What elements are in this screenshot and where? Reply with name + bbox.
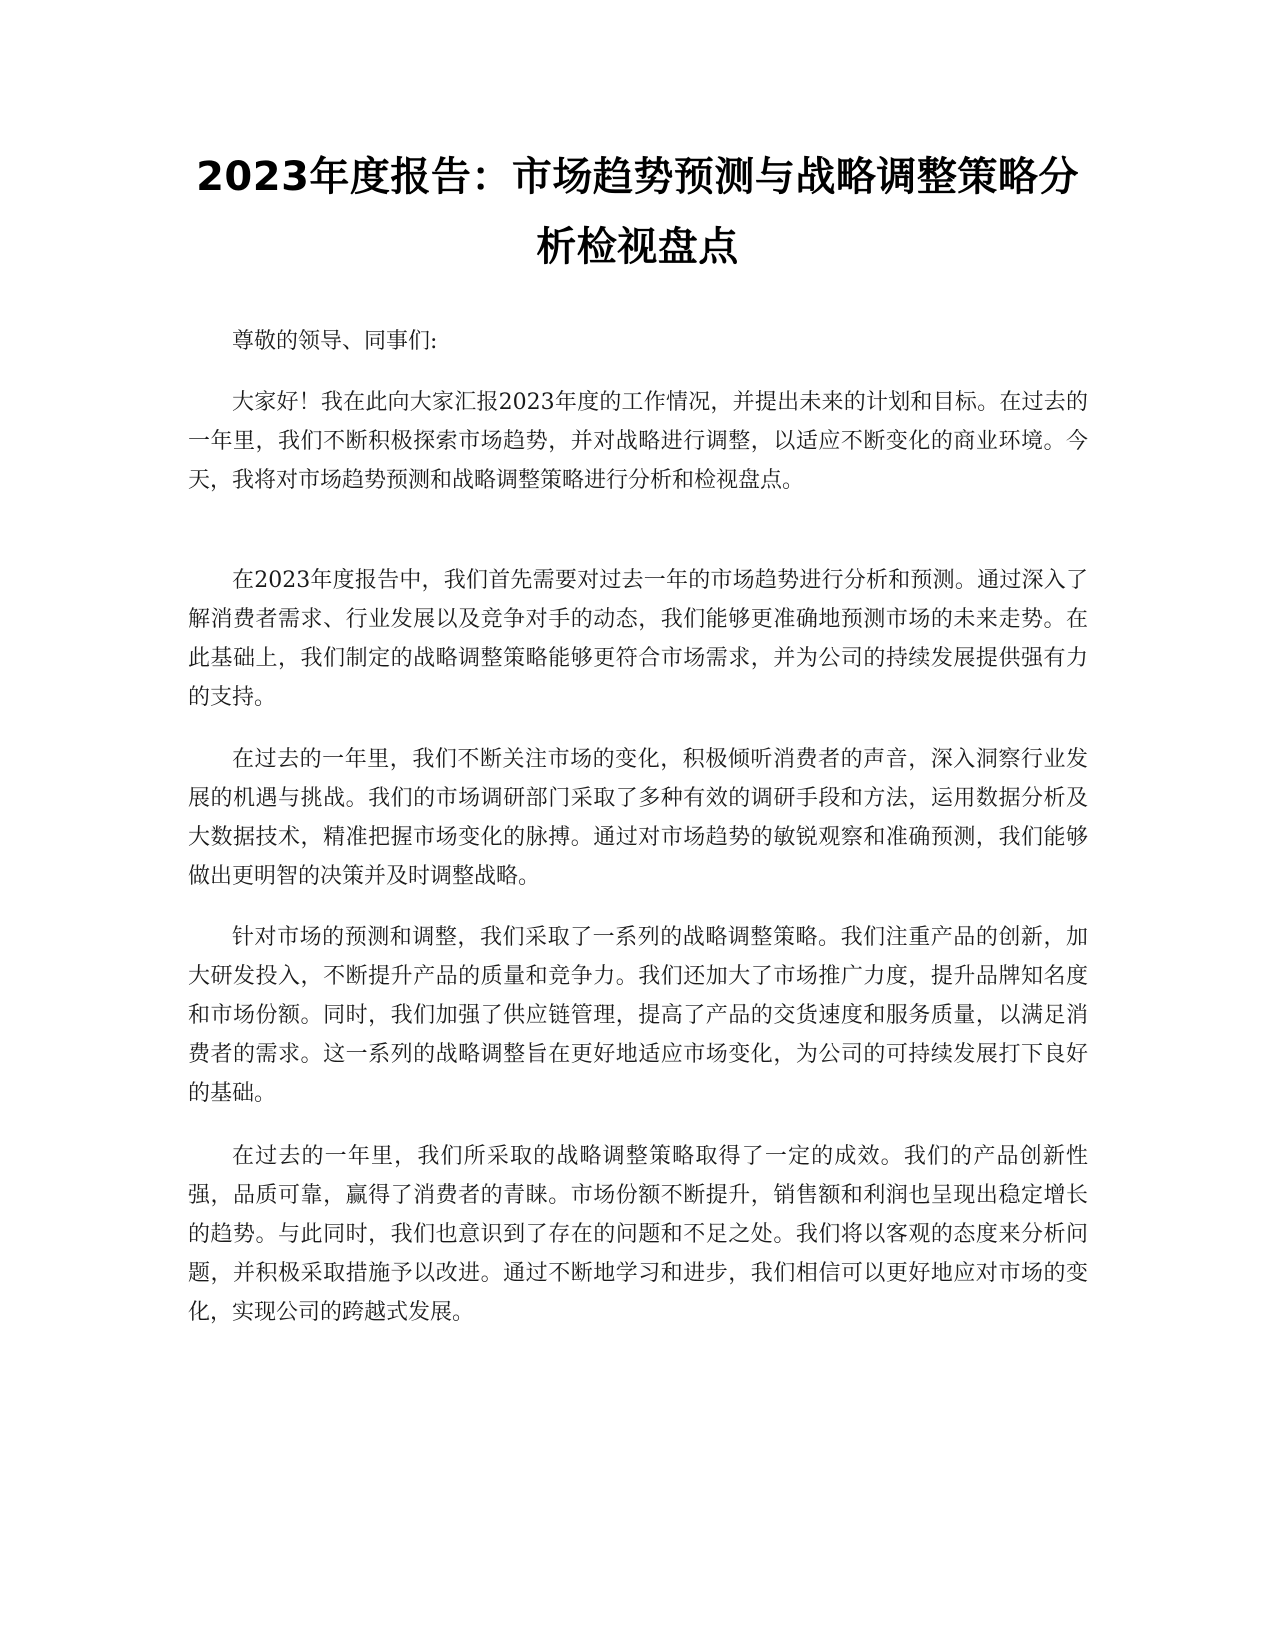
- salutation: 尊敬的领导、同事们:: [232, 329, 438, 354]
- document-title: 2023年度报告：市场趋势预测与战略调整策略分析检视盘点: [196, 154, 1079, 270]
- paragraph-intro: 大家好！我在此向大家汇报2023年度的工作情况，并提出未来的计划和目标。在过去的一年里，我们不断积极探索市场趋势，并对战略进行调整，以适应不断变化的商业环境。今天，我将对市场趋势预测和战略调整策略进行分析和检视盘点。: [188, 390, 1088, 493]
- paragraph-trend-analysis: 在2023年度报告中，我们首先需要对过去一年的市场趋势进行分析和预测。通过深入了解消费者需求、行业发展以及竞争对手的动态，我们能够更准确地预测市场的未来走势。在此基础上，我们制定的战略调整策略能够更符合市场需求，并为公司的持续发展提供强有力的支持。: [188, 568, 1088, 710]
- paragraph-market-research: 在过去的一年里，我们不断关注市场的变化，积极倾听消费者的声音，深入洞察行业发展的机遇与挑战。我们的市场调研部门采取了多种有效的调研手段和方法，运用数据分析及大数据技术，精准把握市场变化的脉搏。通过对市场趋势的敏锐观察和准确预测，我们能够做出更明智的决策并及时调整战略。: [188, 747, 1088, 889]
- paragraph-results: 在过去的一年里，我们所采取的战略调整策略取得了一定的成效。我们的产品创新性强，品质可靠，赢得了消费者的青睐。市场份额不断提升，销售额和利润也呈现出稳定增长的趋势。与此同时，我们也意识到了存在的问题和不足之处。我们将以客观的态度来分析问题，并积极采取措施予以改进。通过不断地学习和进步，我们相信可以更好地应对市场的变化，实现公司的跨越式发展。: [188, 1144, 1088, 1325]
- paragraph-strategy-adjustment: 针对市场的预测和调整，我们采取了一系列的战略调整策略。我们注重产品的创新，加大研发投入，不断提升产品的质量和竞争力。我们还加大了市场推广力度，提升品牌知名度和市场份额。同时，我们加强了供应链管理，提高了产品的交货速度和服务质量，以满足消费者的需求。这一系列的战略调整旨在更好地适应市场变化，为公司的可持续发展打下良好的基础。: [188, 925, 1088, 1106]
